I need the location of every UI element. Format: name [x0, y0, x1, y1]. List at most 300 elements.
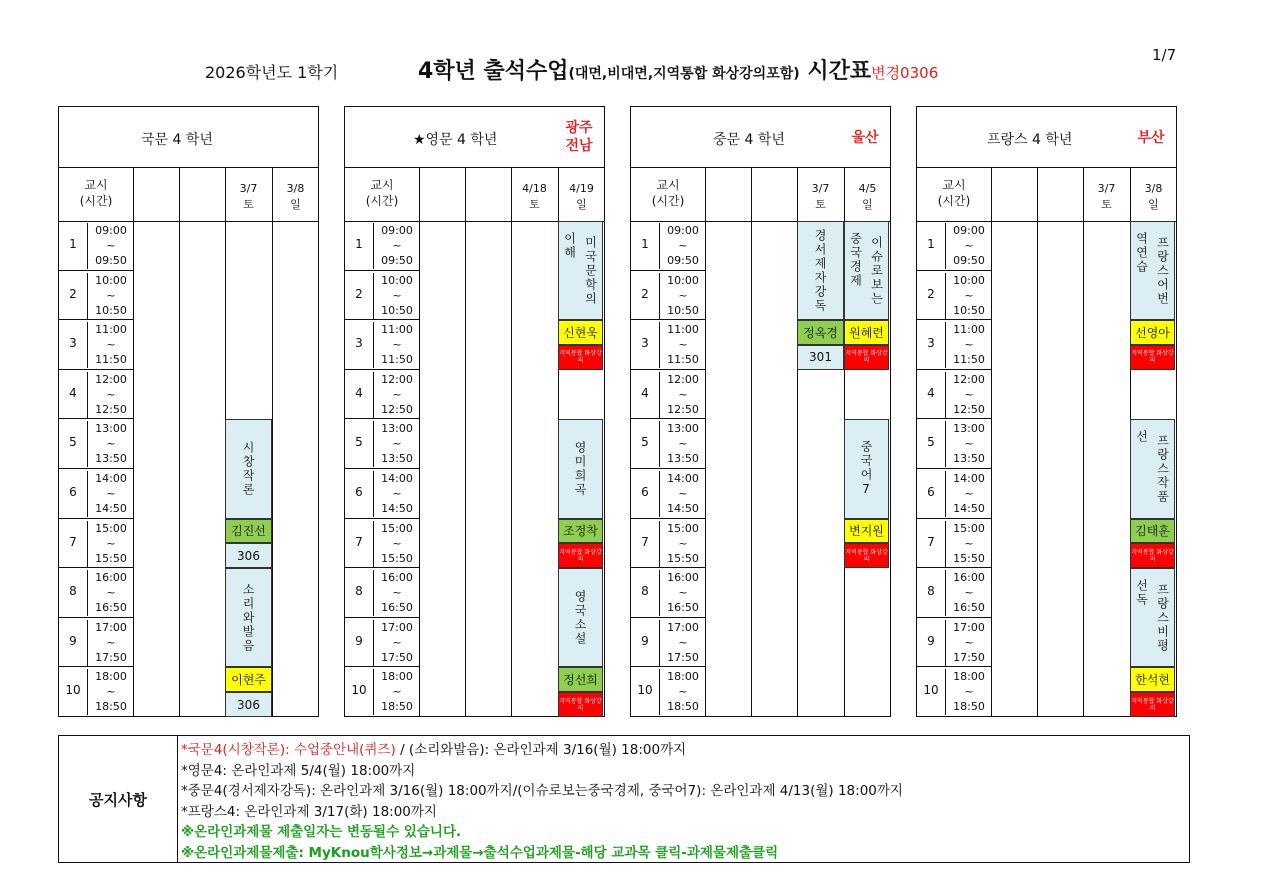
period-number: 7: [69, 534, 77, 549]
time-t2: ~: [964, 487, 974, 500]
time-t3: 15:50: [953, 551, 985, 565]
period-number: 6: [927, 485, 935, 499]
period-row: [345, 370, 419, 420]
time-t2: ~: [392, 536, 402, 550]
date-label-2: [559, 181, 604, 213]
period-number: 3: [927, 336, 935, 351]
time-t3: 09:50: [95, 254, 127, 267]
period-row: [345, 271, 419, 321]
period-number: 5: [927, 435, 935, 450]
instructor-name: 이현주: [225, 667, 272, 692]
period-time: [373, 273, 420, 319]
period-time: [373, 570, 420, 616]
day-1: 토: [529, 198, 540, 211]
period-number: 2: [641, 286, 649, 301]
time-t1: 11:00: [953, 323, 985, 337]
period-time: [87, 322, 134, 368]
time-t2: ~: [106, 387, 116, 401]
time-t1: 09:00: [953, 224, 985, 237]
instructor-name: 김태훈: [1130, 519, 1175, 544]
date-1: 4/18: [522, 182, 547, 195]
period-row: [59, 667, 133, 717]
instructor-name: 선영아: [1130, 320, 1175, 345]
time-t1: 17:00: [381, 620, 413, 634]
time-t1: 12:00: [381, 372, 413, 386]
notice-line-1: [181, 740, 903, 761]
period-number: 1: [69, 237, 77, 251]
period-time: [87, 471, 134, 517]
course-title: 소리와발음: [241, 582, 255, 653]
time-t1: 11:00: [667, 323, 699, 337]
time-t2: ~: [392, 338, 402, 352]
regional-tag: 지역통합 화상강의: [1130, 543, 1175, 568]
date-label-2: [845, 181, 890, 213]
date-label-2: [273, 181, 318, 213]
time-t1: 16:00: [953, 571, 985, 585]
period-row: [631, 618, 705, 668]
course-title: 영국소설: [573, 589, 587, 646]
time-t3: 16:50: [953, 601, 985, 615]
dept-label: 프랑스 4 학년: [987, 132, 1073, 148]
period-time: [87, 223, 134, 269]
grid-line: [1037, 167, 1038, 716]
time-t1: 09:00: [667, 224, 699, 237]
time-t2: ~: [106, 487, 116, 500]
period-number: 4: [355, 385, 363, 400]
period-number: 10: [637, 683, 653, 698]
period-time: [87, 521, 134, 567]
date-2: 4/5: [858, 182, 877, 195]
time-t1: 13:00: [667, 422, 699, 436]
time-t1: 10:00: [667, 273, 699, 287]
time-t2: ~: [392, 387, 402, 401]
period-header-line1: 교시: [370, 178, 394, 192]
period-time: [945, 669, 992, 715]
time-t1: 16:00: [667, 571, 699, 585]
instructor-name: 신현욱: [558, 320, 603, 345]
time-t2: ~: [964, 387, 974, 401]
period-time: [659, 372, 706, 418]
instructor-name: 변지원: [844, 519, 889, 544]
period-row: [59, 568, 133, 618]
room-number: 306: [225, 692, 272, 717]
time-t2: ~: [392, 586, 402, 600]
room-number: 301: [797, 345, 844, 370]
page-title: [418, 54, 938, 85]
period-number: 4: [69, 385, 77, 400]
period-header: [917, 177, 991, 209]
date-row: [345, 167, 604, 222]
room-number: 306: [225, 543, 272, 568]
period-header-line2: (시간): [79, 194, 113, 208]
period-number: 2: [927, 286, 935, 301]
time-t3: 11:50: [95, 353, 127, 367]
period-time: [945, 372, 992, 418]
timetable-3: [630, 106, 891, 717]
period-time: [945, 421, 992, 467]
time-t2: ~: [678, 586, 688, 600]
period-time: [659, 322, 706, 368]
period-number: 5: [355, 435, 363, 450]
time-t1: 09:00: [381, 224, 413, 237]
date-row: [59, 167, 318, 222]
time-t2: ~: [964, 536, 974, 550]
period-row: [631, 221, 705, 271]
time-t1: 11:00: [95, 323, 127, 337]
period-header: [59, 177, 133, 209]
time-t3: 16:50: [381, 601, 413, 615]
time-t3: 10:50: [95, 303, 127, 317]
period-time: [659, 570, 706, 616]
date-label-1: [797, 181, 844, 213]
period-row: [59, 519, 133, 569]
time-t2: ~: [106, 288, 116, 302]
period-number: 6: [641, 485, 649, 499]
date-row: [631, 167, 890, 222]
day-2: 일: [576, 198, 587, 211]
time-t2: ~: [392, 487, 402, 500]
time-t1: 09:00: [95, 224, 127, 237]
course-block: [558, 568, 603, 667]
course-title-part: 이슈로보는: [869, 235, 884, 306]
period-row: [917, 667, 991, 717]
period-time: [659, 620, 706, 666]
period-row: [917, 469, 991, 519]
time-t2: ~: [392, 288, 402, 302]
time-t3: 17:50: [667, 650, 699, 664]
period-time: [87, 273, 134, 319]
table-header: [631, 107, 890, 168]
time-t2: ~: [392, 685, 402, 699]
period-number: 8: [641, 584, 649, 599]
region-label: 울산: [851, 130, 879, 146]
period-time: [373, 421, 420, 467]
course-title: 경서제자강독: [813, 228, 827, 313]
period-row: [917, 618, 991, 668]
period-row: [917, 370, 991, 420]
title-tail: 시간표: [799, 59, 872, 84]
period-row: [631, 271, 705, 321]
period-row: [631, 419, 705, 469]
period-number: 3: [355, 336, 363, 351]
time-t1: 14:00: [95, 472, 127, 485]
period-number: 10: [923, 683, 939, 698]
period-number: 4: [641, 385, 649, 400]
time-t3: 11:50: [381, 353, 413, 367]
time-t2: ~: [964, 685, 974, 699]
period-row: [917, 271, 991, 321]
period-number: 10: [351, 683, 367, 698]
grid-line: [179, 167, 180, 716]
period-time: [945, 570, 992, 616]
period-header-line2: (시간): [365, 194, 399, 208]
course-title-part: 역연습: [1134, 232, 1149, 274]
notice-lines: [181, 740, 903, 863]
time-t1: 11:00: [381, 323, 413, 337]
course-title: 중국어7: [859, 439, 873, 498]
period-number: 10: [65, 683, 81, 698]
period-number: 9: [641, 633, 649, 648]
time-t2: ~: [106, 635, 116, 649]
time-t3: 13:50: [953, 452, 985, 466]
time-t1: 17:00: [667, 620, 699, 634]
period-number: 1: [355, 237, 363, 251]
time-t2: ~: [106, 239, 116, 252]
time-t1: 13:00: [953, 422, 985, 436]
period-row: [59, 469, 133, 519]
period-header-line1: 교시: [84, 178, 108, 192]
table-header: [917, 107, 1176, 168]
date-label-1: [1083, 181, 1130, 213]
period-row: [345, 419, 419, 469]
period-row: [631, 320, 705, 370]
regional-tag: 지역통합 화상강의: [558, 345, 603, 370]
period-time: [945, 471, 992, 517]
period-row: [59, 618, 133, 668]
time-t1: 13:00: [381, 422, 413, 436]
time-t3: 17:50: [953, 650, 985, 664]
time-t1: 18:00: [953, 670, 985, 684]
period-number: 3: [641, 336, 649, 351]
period-number: 3: [69, 336, 77, 351]
time-t1: 12:00: [667, 372, 699, 386]
dept-label: 중문 4 학년: [713, 132, 785, 148]
time-t2: ~: [106, 536, 116, 550]
time-t2: ~: [678, 338, 688, 352]
time-t2: ~: [964, 288, 974, 302]
time-t3: 12:50: [953, 402, 985, 416]
course-title: 시창작론: [241, 440, 255, 497]
dept-label: ★영문 4 학년: [413, 132, 498, 148]
title-paren: (대면,비대면,지역통합 화상강의포함): [568, 66, 800, 82]
period-row: [345, 469, 419, 519]
instructor-name: 정옥경: [797, 320, 844, 345]
period-time: [659, 521, 706, 567]
page-number: 1/7: [1152, 46, 1177, 64]
time-t2: ~: [678, 387, 688, 401]
time-t1: 17:00: [95, 620, 127, 634]
time-t3: 11:50: [667, 353, 699, 367]
period-time: [87, 570, 134, 616]
regional-tag: 지역통합 화상강의: [844, 345, 889, 370]
period-number: 4: [927, 385, 935, 400]
date-1: 3/7: [239, 182, 258, 195]
course-title-part: 프랑스어번: [1155, 235, 1170, 306]
time-t2: ~: [678, 487, 688, 500]
period-header: [345, 177, 419, 209]
time-t1: 16:00: [95, 571, 127, 585]
period-row: [345, 667, 419, 717]
time-t2: ~: [964, 437, 974, 451]
time-t3: 11:50: [953, 353, 985, 367]
timetable-1: [58, 106, 319, 717]
day-1: 토: [243, 198, 254, 211]
period-header-line1: 교시: [656, 178, 680, 192]
period-time: [945, 223, 992, 269]
period-row: [59, 221, 133, 271]
period-row: [631, 667, 705, 717]
notice-line-3: *중문4(경서제자강독): 온라인과제 3/16(월) 18:00까지/(이슈로보는중국경제, 중국어7): 온라인과제 4/13(월) 18:00까지: [181, 783, 903, 799]
time-t2: ~: [106, 338, 116, 352]
course-block: [1130, 221, 1175, 320]
period-time: [87, 669, 134, 715]
course-block: [225, 419, 272, 518]
period-row: [345, 618, 419, 668]
period-time: [373, 372, 420, 418]
time-t1: 10:00: [953, 273, 985, 287]
notice-line-4: *프랑스4: 온라인과제 3/17(화) 18:00까지: [181, 803, 437, 820]
period-number: 1: [927, 237, 935, 251]
time-t1: 15:00: [667, 521, 699, 535]
instructor-name: 한석현: [1130, 667, 1175, 692]
period-number: 9: [355, 633, 363, 648]
notice-line-6: ※온라인과제물제출: MyKnou학사정보→과제물→출석수업과제물-해당 교과목 클릭-과제물제출클릭: [181, 844, 779, 861]
time-t3: 12:50: [95, 402, 127, 416]
title-main: 4학년 출석수업: [418, 59, 569, 84]
notice-line-2: *영문4: 온라인과제 5/4(월) 18:00까지: [181, 762, 416, 779]
period-row: [345, 519, 419, 569]
time-t3: 16:50: [95, 601, 127, 615]
course-title-part: 프랑스작품: [1155, 433, 1170, 504]
time-t3: 15:50: [95, 551, 127, 565]
notice-line-5: ※온라인과제물 제출일자는 변동될수 있습니다.: [181, 824, 462, 840]
time-t3: 10:50: [667, 303, 699, 317]
time-t3: 14:50: [953, 502, 985, 515]
period-header-line2: (시간): [937, 194, 971, 208]
period-row: [917, 519, 991, 569]
period-number: 7: [641, 534, 649, 549]
period-time: [659, 421, 706, 467]
time-t1: 15:00: [953, 521, 985, 535]
timetable-4: [916, 106, 1177, 717]
grid-line: [511, 167, 512, 716]
region-label: 부산: [1137, 130, 1165, 146]
course-title-part: 이해: [562, 232, 577, 260]
time-t3: 13:50: [381, 452, 413, 466]
period-time: [945, 273, 992, 319]
period-row: [345, 320, 419, 370]
period-row: [345, 568, 419, 618]
period-time: [373, 620, 420, 666]
period-row: [631, 519, 705, 569]
time-t2: ~: [678, 536, 688, 550]
time-t1: 12:00: [953, 372, 985, 386]
time-t3: 18:50: [953, 700, 985, 714]
course-block: [1130, 419, 1175, 518]
grid-line: [751, 167, 752, 716]
period-row: [917, 419, 991, 469]
notice-line-1-highlight: *국문4(시창작론): 수업중안내(퀴즈): [181, 742, 396, 758]
time-t2: ~: [964, 635, 974, 649]
change-note: 변경0306: [871, 64, 939, 82]
period-number: 6: [69, 485, 77, 499]
time-t3: 13:50: [667, 452, 699, 466]
time-t1: 15:00: [381, 521, 413, 535]
period-time: [373, 322, 420, 368]
table-header: [345, 107, 604, 168]
course-title-part: 중국경제: [848, 232, 863, 288]
course-title: 영미희곡: [573, 440, 587, 497]
time-t2: ~: [392, 635, 402, 649]
notice-line-1-rest: / (소리와발음): 온라인과제 3/16(월) 18:00까지: [395, 742, 687, 758]
time-t1: 15:00: [95, 521, 127, 535]
date-label-2: [1131, 181, 1176, 213]
date-2: 4/19: [569, 182, 594, 195]
period-number: 8: [355, 584, 363, 599]
period-time: [659, 669, 706, 715]
period-row: [631, 469, 705, 519]
table-header: [59, 107, 318, 168]
notice-label: 공지사항: [59, 736, 178, 862]
time-t1: 16:00: [381, 571, 413, 585]
period-number: 8: [927, 584, 935, 599]
time-t1: 18:00: [667, 670, 699, 684]
time-t3: 14:50: [95, 502, 127, 515]
day-2: 일: [1148, 198, 1159, 211]
title-row: [0, 46, 1262, 88]
instructor-name: 조정착: [558, 519, 603, 544]
period-time: [373, 471, 420, 517]
period-number: 8: [69, 584, 77, 599]
time-t3: 14:50: [381, 502, 413, 515]
period-row: [917, 568, 991, 618]
period-time: [945, 620, 992, 666]
date-label-1: [225, 181, 272, 213]
semester-label: 2026학년도 1학기: [205, 63, 339, 82]
period-time: [659, 273, 706, 319]
period-row: [631, 568, 705, 618]
course-block: [844, 419, 889, 518]
time-t1: 12:00: [95, 372, 127, 386]
course-title-part: 선독: [1134, 579, 1149, 608]
period-time: [87, 421, 134, 467]
time-t3: 15:50: [381, 551, 413, 565]
period-row: [345, 221, 419, 271]
course-block: [797, 221, 844, 320]
period-time: [373, 223, 420, 269]
time-t2: ~: [964, 586, 974, 600]
time-t1: 14:00: [381, 472, 413, 485]
time-t3: 16:50: [667, 601, 699, 615]
dept-label: 국문 4 학년: [141, 132, 213, 148]
time-t3: 18:50: [381, 700, 413, 714]
course-block: [844, 221, 889, 320]
period-time: [659, 223, 706, 269]
time-t3: 10:50: [381, 303, 413, 317]
time-t2: ~: [106, 685, 116, 699]
period-number: 7: [927, 534, 935, 549]
period-time: [373, 521, 420, 567]
period-number: 2: [355, 286, 363, 301]
period-row: [59, 419, 133, 469]
time-t3: 12:50: [667, 402, 699, 416]
period-header-line2: (시간): [651, 194, 685, 208]
course-block: [225, 568, 272, 667]
time-t3: 18:50: [95, 700, 127, 714]
day-2: 일: [862, 198, 873, 211]
time-t1: 13:00: [95, 422, 127, 436]
course-title-part: 프랑스비평: [1155, 582, 1170, 653]
course-title-part: 미국문학의: [583, 235, 598, 306]
time-t3: 13:50: [95, 452, 127, 466]
time-t3: 09:50: [953, 254, 985, 267]
regional-tag: 지역통합 화상강의: [558, 543, 603, 568]
notice-box: [58, 735, 1190, 863]
time-t1: 18:00: [381, 670, 413, 684]
time-t2: ~: [678, 437, 688, 451]
instructor-name: 정선희: [558, 667, 603, 692]
date-1: 3/7: [811, 182, 830, 195]
